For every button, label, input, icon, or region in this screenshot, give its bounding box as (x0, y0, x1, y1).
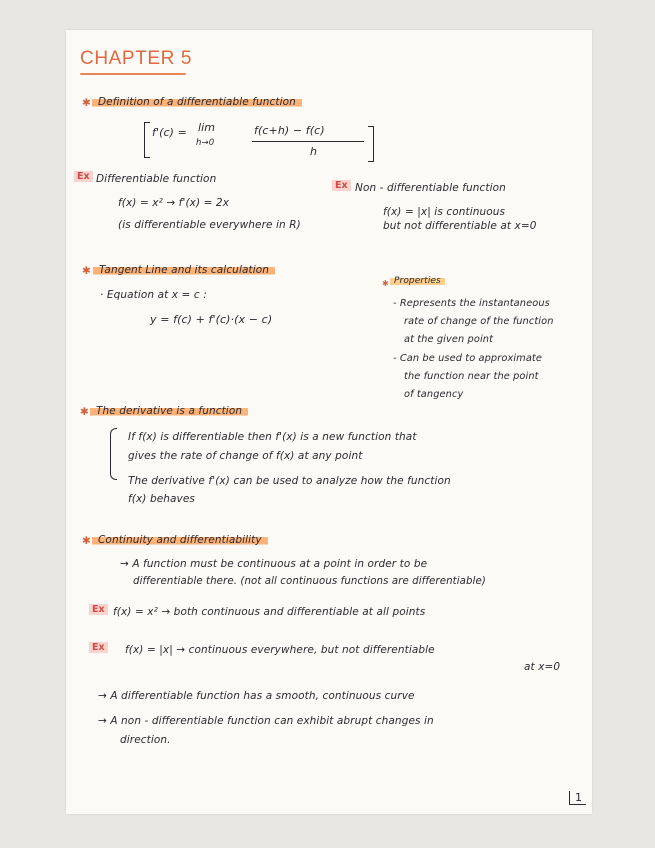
example-tag: Ex (74, 171, 93, 182)
example-line: f(x) = |x| → continuous everywhere, but not differentiable (125, 644, 435, 656)
curly-brace (110, 428, 117, 480)
derivative-line: gives the rate of change of f(x) at any point (128, 450, 363, 462)
continuity-line: → A function must be continuous at a point in order to be (120, 558, 428, 570)
property-line: at the given point (404, 334, 494, 345)
chapter-title: CHAPTER 5 (80, 48, 193, 69)
formula-numerator: f(c+h) − f(c) (254, 124, 325, 137)
summary-line: direction. (120, 734, 171, 746)
formula-lim: lim (198, 121, 216, 134)
tangent-equation: y = f(c) + f'(c)·(x − c) (150, 313, 273, 326)
property-line: of tangency (404, 389, 464, 400)
formula-lhs: f'(c) = (152, 126, 187, 139)
page-number: 1 (569, 791, 586, 805)
derivative-line: If f(x) is differentiable then f'(x) is a new function that (128, 431, 417, 443)
continuity-line: differentiable there. (not all continuous functions are differentiable) (133, 576, 486, 587)
summary-line: → A non - differentiable function can exhibit abrupt changes in (98, 715, 434, 727)
property-line: the function near the point (404, 371, 539, 382)
formula-denominator: h (310, 145, 318, 158)
example-line: f(x) = |x| is continuous (383, 206, 506, 218)
derivative-line: f(x) behaves (128, 493, 195, 505)
property-line: rate of change of the function (404, 316, 554, 327)
section-heading-continuity: Continuity and differentiability (92, 534, 268, 546)
example-line: f(x) = x² → both continuous and differentiable at all points (113, 606, 426, 618)
properties-heading: Properties (390, 276, 445, 286)
bullet-icon: ✱ (82, 535, 91, 547)
equation-label: · Equation at x = c : (100, 289, 207, 301)
bullet-icon: ✱ (382, 279, 389, 288)
section-heading-tangent: Tangent Line and its calculation (93, 264, 275, 276)
derivative-line: The derivative f'(x) can be used to analyze how the function (128, 475, 451, 487)
bracket-right (368, 126, 374, 162)
property-line: - Represents the instantaneous (393, 298, 550, 309)
example-title: Non - differentiable function (355, 182, 506, 194)
example-title: Differentiable function (96, 173, 217, 185)
example-tag: Ex (89, 604, 108, 615)
chapter-underline (80, 73, 186, 75)
example-line: but not differentiable at x=0 (383, 220, 537, 232)
example-tag: Ex (332, 180, 351, 191)
example-tag: Ex (89, 642, 108, 653)
summary-line: → A differentiable function has a smooth, continuous curve (98, 690, 415, 702)
bullet-icon: ✱ (80, 406, 89, 418)
property-line: - Can be used to approximate (393, 353, 542, 364)
section-heading-derivative: The derivative is a function (90, 405, 248, 417)
fraction-line (252, 141, 364, 142)
bullet-icon: ✱ (82, 97, 91, 109)
example-line-cont: at x=0 (524, 661, 561, 673)
bullet-icon: ✱ (82, 265, 91, 277)
example-line: (is differentiable everywhere in R) (118, 219, 301, 231)
bracket-left (144, 122, 150, 158)
formula-lim-sub: h→0 (196, 138, 215, 148)
example-line: f(x) = x² → f'(x) = 2x (118, 197, 230, 209)
section-heading-definition: Definition of a differentiable function (92, 96, 302, 108)
